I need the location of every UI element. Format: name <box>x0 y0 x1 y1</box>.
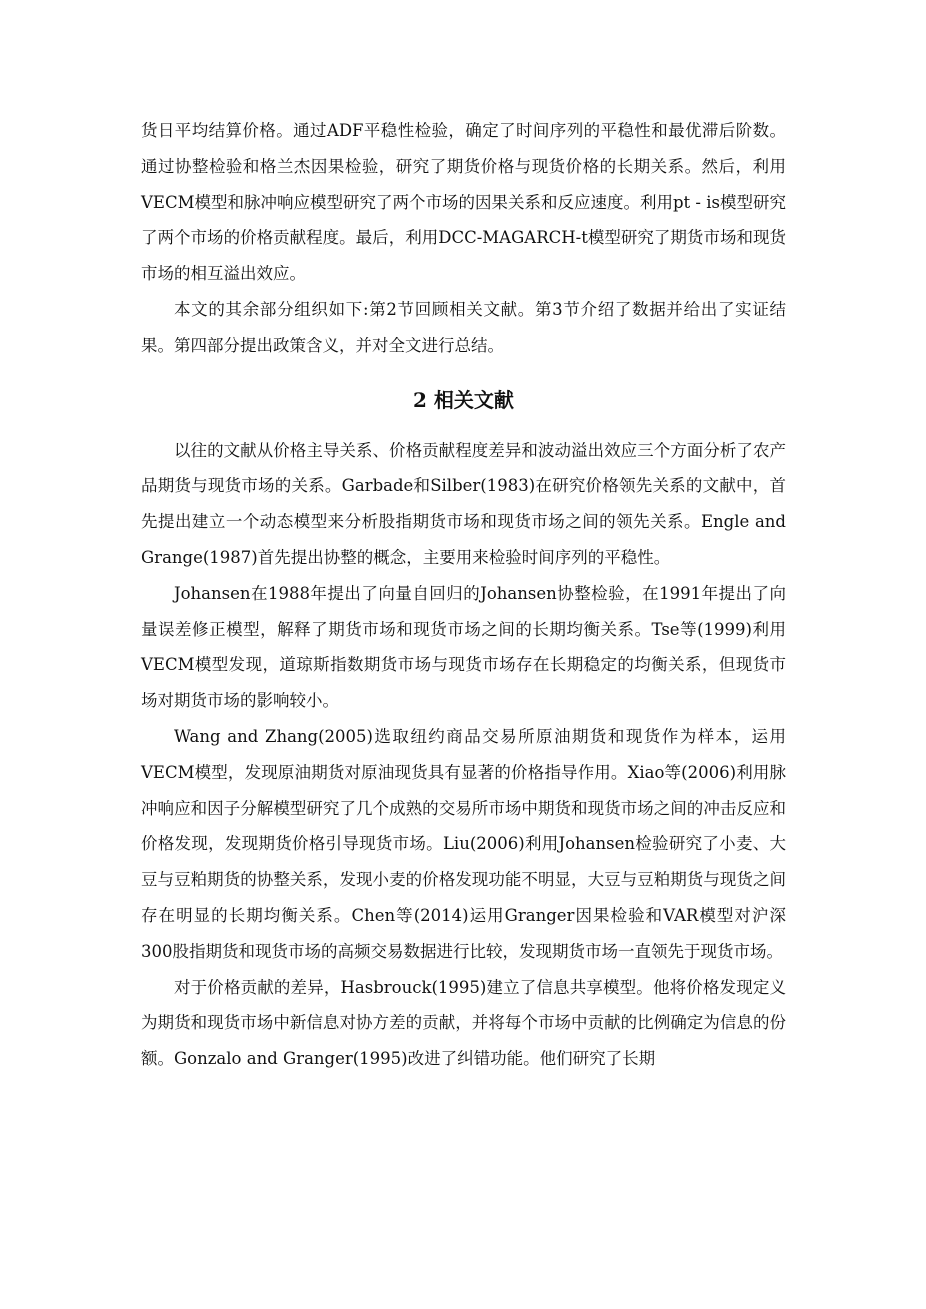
literature-paragraph-4: 对于价格贡献的差异，Hasbrouck(1995)建立了信息共享模型。他将价格发现定义为期货和现货市场中新信息对协方差的贡献，并将每个市场中贡献的比例确定为信息的份额。Gonzalo and Granger(1995)改进了纠错功能。他们研究了长期 <box>141 977 786 1069</box>
literature-paragraph-3: Wang and Zhang(2005)选取纽约商品交易所原油期货和现货作为样本，运用VECM模型，发现原油期货对原油现货具有显著的价格指导作用。Xiao等(2006)利用脉冲响应和因子分解模型研究了几个成熟的交易所市场中期货和现货市场之间的冲击反应和价格发现，发现期货价格引导现货市场。Liu(2006)利用Johansen检验研究了小麦、大豆与豆粕期货的协整关系，发现小麦的价格发现功能不明显，大豆与豆粕期货与现货之间存在明显的长期均衡关系。Chen等(2014)运用Granger因果检验和VAR模型对沪深300股指期货和现货市场的高频交易数据进行比较，发现期货市场一直领先于现货市场。 <box>141 726 786 961</box>
intro-paragraph-outline: 本文的其余部分组织如下:第2节回顾相关文献。第3节介绍了数据并给出了实证结果。第四部分提出政策含义，并对全文进行总结。 <box>141 299 786 355</box>
intro-paragraph-continued: 货日平均结算价格。通过ADF平稳性检验，确定了时间序列的平稳性和最优滞后阶数。通过协整检验和格兰杰因果检验，研究了期货价格与现货价格的长期关系。然后，利用VECM模型和脉冲响应模型研究了两个市场的因果关系和反应速度。利用pt - is模型研究了两个市场的价格贡献程度。最后，利用DCC-MAGARCH-t模型研究了期货市场和现货市场的相互溢出效应。 <box>141 121 786 284</box>
literature-paragraph-1: 以往的文献从价格主导关系、价格贡献程度差异和波动溢出效应三个方面分析了农产品期货与现货市场的关系。Garbade和Silber(1983)在研究价格领先关系的文献中，首先提出建立一个动态模型来分析股指期货市场和现货市场之间的领先关系。Engle and Grange(1987)首先提出协整的概念，主要用来检验时间序列的平稳性。 <box>141 440 786 567</box>
literature-paragraph-2: Johansen在1988年提出了向量自回归的Johansen协整检验，在1991年提出了向量误差修正模型，解释了期货市场和现货市场之间的长期均衡关系。Tse等(1999)利用VECM模型发现，道琼斯指数期货市场与现货市场存在长期稳定的均衡关系，但现货市场对期货市场的影响较小。 <box>141 583 786 711</box>
section-title-related-literature: 2 相关文献 <box>413 387 514 412</box>
page-body <box>141 113 786 1077</box>
